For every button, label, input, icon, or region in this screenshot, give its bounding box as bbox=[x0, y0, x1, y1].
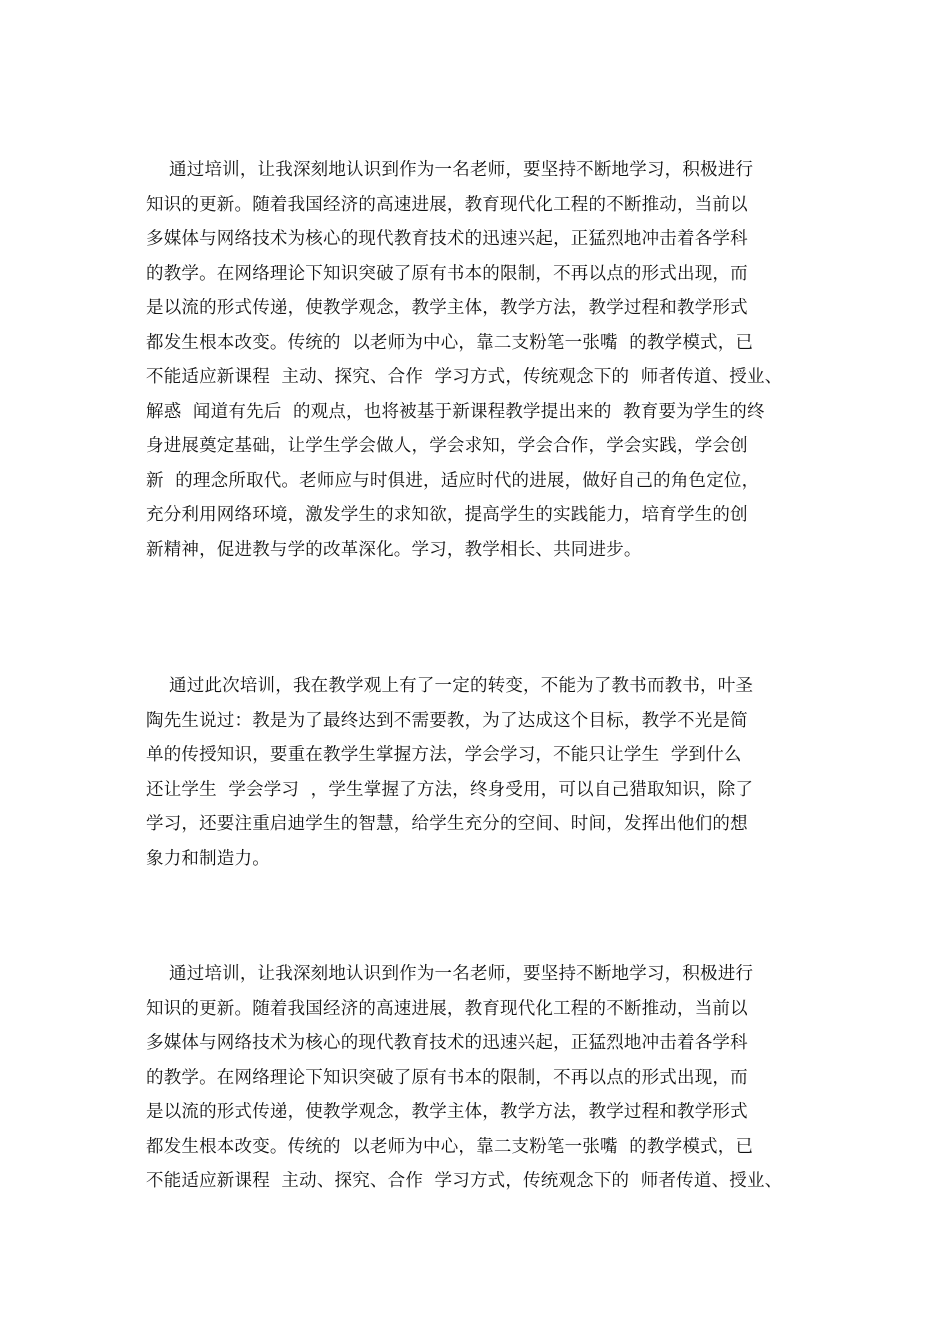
paragraph-line: 都发生根本改变。传统的 以老师为中心，靠二支粉笔一张嘴 的教学模式，已 bbox=[146, 1136, 754, 1157]
paragraph-line: 充分利用网络环境，激发学生的求知欲，提高学生的实践能力，培育学生的创 bbox=[146, 505, 748, 525]
paragraph-line: 多媒体与网络技术为核心的现代教育技术的迅速兴起，正猛烈地冲击着各学科 bbox=[146, 1033, 748, 1053]
paragraph-3 bbox=[146, 957, 846, 1199]
paragraph-line: 知识的更新。随着我国经济的高速进展，教育现代化工程的不断推动，当前以 bbox=[146, 998, 748, 1019]
paragraph-line: 是以流的形式传递，使教学观念，教学主体，教学方法，教学过程和教学形式 bbox=[146, 298, 748, 318]
paragraph-line: 学习，还要注重启迪学生的智慧，给学生充分的空间、时间，发挥出他们的想 bbox=[146, 814, 748, 834]
paragraph-line: 单的传授知识，要重在教学生掌握方法，学会学习，不能只让学生 学到什么 bbox=[146, 745, 742, 765]
paragraph-line: 不能适应新课程 主动、探究、合作 学习方式，传统观念下的 师者传道、授业、 bbox=[146, 367, 783, 387]
paragraph-line: 解惑 闻道有先后 的观点，也将被基于新课程教学提出来的 教育要为学生的终 bbox=[146, 401, 765, 422]
paragraph-line: 陶先生说过：教是为了最终达到不需要教，为了达成这个目标，教学不光是简 bbox=[146, 710, 748, 731]
paragraph-1 bbox=[146, 153, 846, 567]
paragraph-line: 是以流的形式传递，使教学观念，教学主体，教学方法，教学过程和教学形式 bbox=[146, 1102, 748, 1122]
paragraph-line: 的教学。在网络理论下知识突破了原有书本的限制，不再以点的形式出现，而 bbox=[146, 1067, 748, 1088]
paragraph-line: 不能适应新课程 主动、探究、合作 学习方式，传统观念下的 师者传道、授业、 bbox=[146, 1171, 783, 1191]
paragraph-line: 通过此次培训，我在教学观上有了一定的转变，不能为了教书而教书，叶圣 bbox=[146, 676, 754, 696]
paragraph-line: 还让学生 学会学习 ，学生掌握了方法，终身受用，可以自己猎取知识，除了 bbox=[146, 779, 754, 800]
paragraph-line: 的教学。在网络理论下知识突破了原有书本的限制，不再以点的形式出现，而 bbox=[146, 263, 748, 284]
paragraph-line: 新 的理念所取代。老师应与时俱进，适应时代的进展，做好自己的角色定位， bbox=[146, 470, 760, 491]
paragraph-line: 通过培训，让我深刻地认识到作为一名老师，要坚持不断地学习，积极进行 bbox=[146, 964, 754, 984]
paragraph-line: 通过培训，让我深刻地认识到作为一名老师，要坚持不断地学习，积极进行 bbox=[146, 160, 754, 180]
paragraph-line: 新精神，促进教与学的改革深化。学习，教学相长、共同进步。 bbox=[146, 539, 642, 560]
paragraph-line: 知识的更新。随着我国经济的高速进展，教育现代化工程的不断推动，当前以 bbox=[146, 194, 748, 215]
paragraph-line: 多媒体与网络技术为核心的现代教育技术的迅速兴起，正猛烈地冲击着各学科 bbox=[146, 229, 748, 249]
paragraph-2 bbox=[146, 669, 846, 876]
paragraph-line: 都发生根本改变。传统的 以老师为中心，靠二支粉笔一张嘴 的教学模式，已 bbox=[146, 332, 754, 353]
paragraph-line: 象力和制造力。 bbox=[146, 848, 270, 869]
paragraph-line: 身进展奠定基础，让学生学会做人，学会求知，学会合作，学会实践，学会创 bbox=[146, 436, 748, 456]
